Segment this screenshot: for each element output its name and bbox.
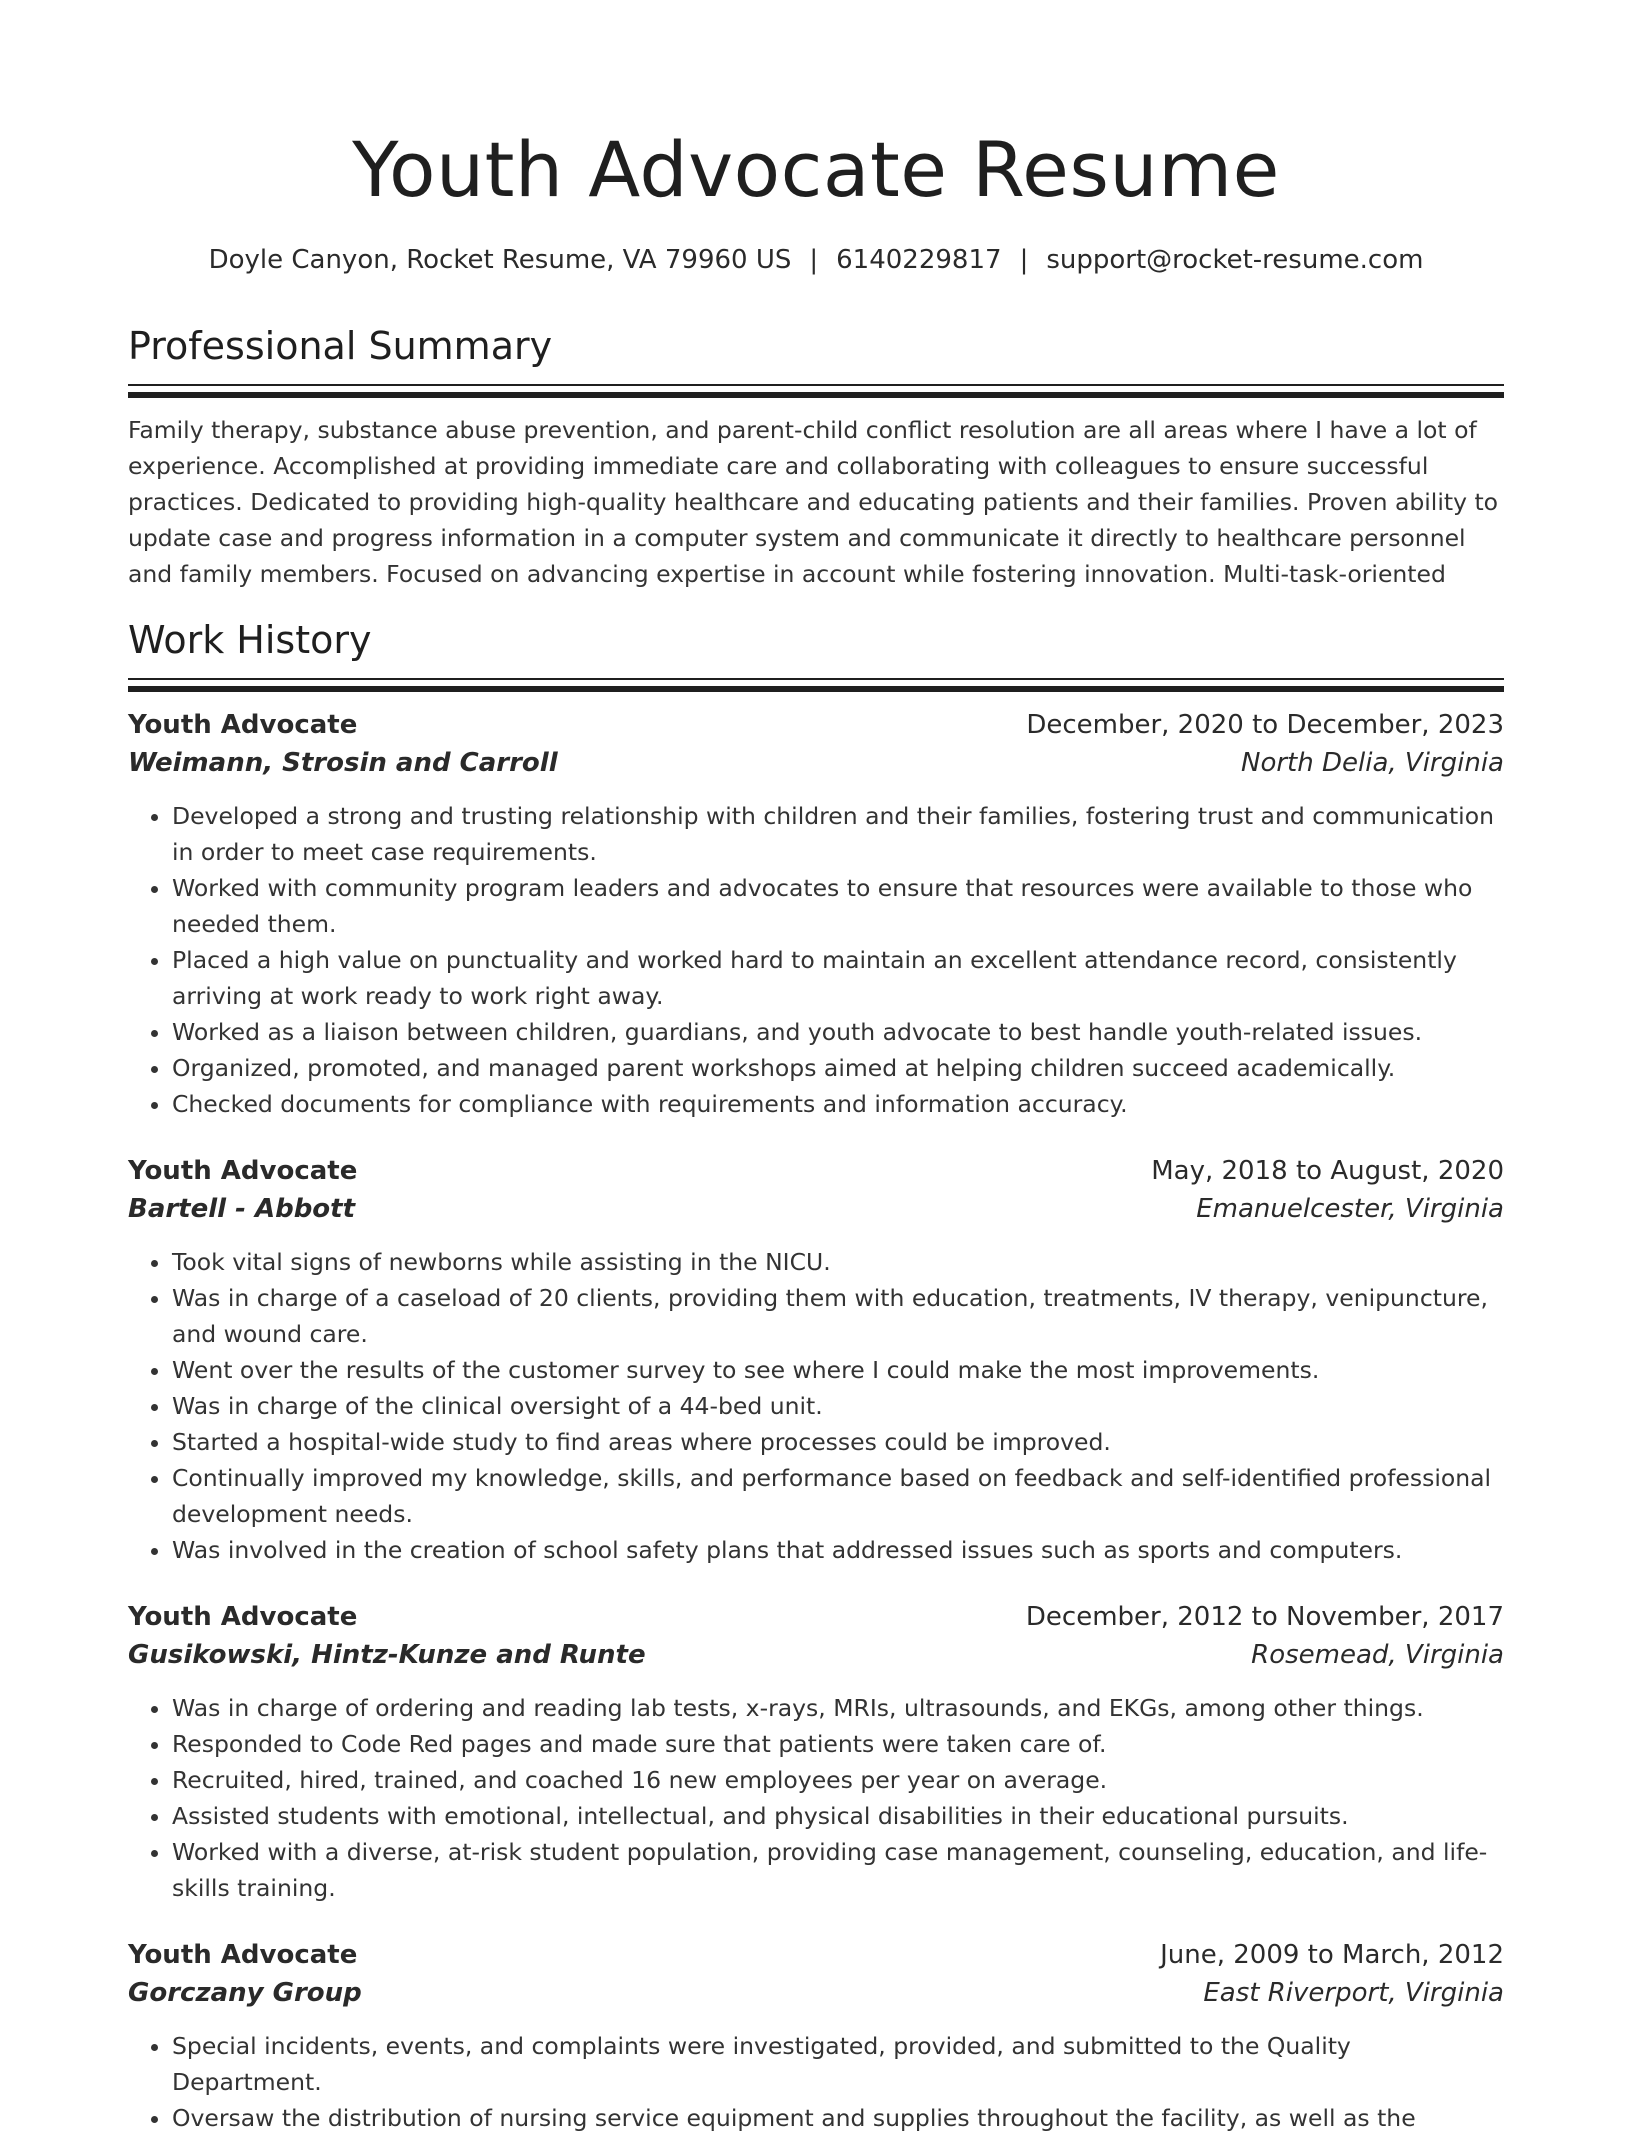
job-bullet: • Was in charge of ordering and reading lab tests, x-rays, MRIs, ultrasounds, and EKGs, among other things. xyxy=(172,1690,1504,1726)
job-bullet: • Was in charge of a caseload of 20 clients, providing them with education, treatments, IV therapy, venipuncture, and wound care. xyxy=(172,1280,1504,1352)
job-bullet: • Was involved in the creation of school safety plans that addressed issues such as sports and computers. xyxy=(172,1532,1504,1568)
section-divider xyxy=(128,678,1504,692)
job-bullet: • Placed a high value on punctuality and worked hard to maintain an excellent attendance record, consistently arriving at work ready to work right away. xyxy=(172,942,1504,1014)
company-name: Weimann, Strosin and Carroll xyxy=(128,748,558,778)
job-bullet: • Oversaw the distribution of nursing service equipment and supplies throughout the facility, as well as the xyxy=(172,2100,1504,2136)
section-heading: Professional Summary xyxy=(128,324,553,368)
job-bullet: • Worked with a diverse, at-risk student population, providing case management, counseling, education, and life-skills training. xyxy=(172,1834,1504,1906)
contact-address: Doyle Canyon, Rocket Resume, VA 79960 US xyxy=(208,245,792,275)
job-header xyxy=(128,1936,1504,1974)
job-dates: December, 2012 to November, 2017 xyxy=(1025,1602,1504,1632)
job-location: East Riverport, Virginia xyxy=(1203,1978,1504,2008)
job-bullet: • Organized, promoted, and managed parent workshops aimed at helping children succeed academically. xyxy=(172,1050,1504,1086)
contact-email: support@rocket-resume.com xyxy=(1046,245,1424,275)
job-title: Youth Advocate xyxy=(128,1156,358,1186)
job-bullet: • Took vital signs of newborns while assisting in the NICU. xyxy=(172,1244,1504,1280)
work-history-section xyxy=(128,614,1504,2136)
job-bullet: • Worked as a liaison between children, guardians, and youth advocate to best handle youth-related issues. xyxy=(172,1014,1504,1050)
job-entry xyxy=(128,706,1504,1122)
job-header xyxy=(128,706,1504,744)
job-dates: May, 2018 to August, 2020 xyxy=(1151,1156,1504,1186)
section-heading: Work History xyxy=(128,618,372,662)
job-bullet: • Worked with community program leaders and advocates to ensure that resources were available to those who needed them. xyxy=(172,870,1504,942)
job-bullet: • Was in charge of the clinical oversight of a 44-bed unit. xyxy=(172,1388,1504,1424)
resume-title: Youth Advocate Resume xyxy=(352,125,1280,214)
job-bullets xyxy=(128,1244,1504,1568)
job-location: Rosemead, Virginia xyxy=(1251,1640,1504,1670)
job-dates: December, 2020 to December, 2023 xyxy=(1026,710,1504,740)
job-title: Youth Advocate xyxy=(128,710,358,740)
job-entry xyxy=(128,1152,1504,1568)
job-subheader xyxy=(128,744,1504,782)
job-bullet: • Checked documents for compliance with requirements and information accuracy. xyxy=(172,1086,1504,1122)
job-title: Youth Advocate xyxy=(128,1940,358,1970)
job-bullet: • Responded to Code Red pages and made sure that patients were taken care of. xyxy=(172,1726,1504,1762)
job-bullet: • Assisted students with emotional, intellectual, and physical disabilities in their educational pursuits. xyxy=(172,1798,1504,1834)
job-bullets xyxy=(128,798,1504,1122)
job-bullet: • Started a hospital-wide study to find areas where processes could be improved. xyxy=(172,1424,1504,1460)
job-bullets xyxy=(128,1690,1504,1906)
professional-summary-section xyxy=(128,320,1504,592)
job-bullet: • Recruited, hired, trained, and coached 16 new employees per year on average. xyxy=(172,1762,1504,1798)
section-divider xyxy=(128,384,1504,398)
job-entry xyxy=(128,1936,1504,2136)
job-bullets xyxy=(128,2028,1504,2136)
job-subheader xyxy=(128,1636,1504,1674)
job-subheader xyxy=(128,1190,1504,1228)
job-subheader xyxy=(128,1974,1504,2012)
job-dates: June, 2009 to March, 2012 xyxy=(1160,1940,1504,1970)
job-bullet: • Special incidents, events, and complaints were investigated, provided, and submitted to the Quality Department. xyxy=(172,2028,1504,2100)
job-location: North Delia, Virginia xyxy=(1241,748,1504,778)
contact-phone: 6140229817 xyxy=(836,245,1002,275)
contact-line xyxy=(128,242,1504,278)
job-title: Youth Advocate xyxy=(128,1602,358,1632)
company-name: Bartell - Abbott xyxy=(128,1194,356,1224)
job-header xyxy=(128,1598,1504,1636)
summary-text: Family therapy, substance abuse prevention, and parent-child conflict resolution are all areas where I have a lot of experience. Accomplished at providing immediate care and collaborating with colleagues to ensure successful practices. Dedicated to providing high-quality healthcare and educating patients and their families. Proven ability to update case and progress information in a computer system and communicate it directly to healthcare personnel and family members. Focused on advancing expertise in account while fostering innovation. Multi-task-oriented xyxy=(128,416,1499,588)
job-entry xyxy=(128,1598,1504,1906)
job-list xyxy=(128,706,1504,2136)
job-header xyxy=(128,1152,1504,1190)
job-bullet: • Continually improved my knowledge, skills, and performance based on feedback and self-identified professional development needs. xyxy=(172,1460,1504,1532)
contact-separator: | xyxy=(809,245,819,275)
job-bullet: • Developed a strong and trusting relationship with children and their families, fostering trust and communication in order to meet case requirements. xyxy=(172,798,1504,870)
job-bullet: • Went over the results of the customer survey to see where I could make the most improvements. xyxy=(172,1352,1504,1388)
job-location: Emanuelcester, Virginia xyxy=(1196,1194,1504,1224)
company-name: Gusikowski, Hintz-Kunze and Runte xyxy=(128,1640,646,1670)
company-name: Gorczany Group xyxy=(128,1978,362,2008)
contact-separator: | xyxy=(1019,245,1029,275)
